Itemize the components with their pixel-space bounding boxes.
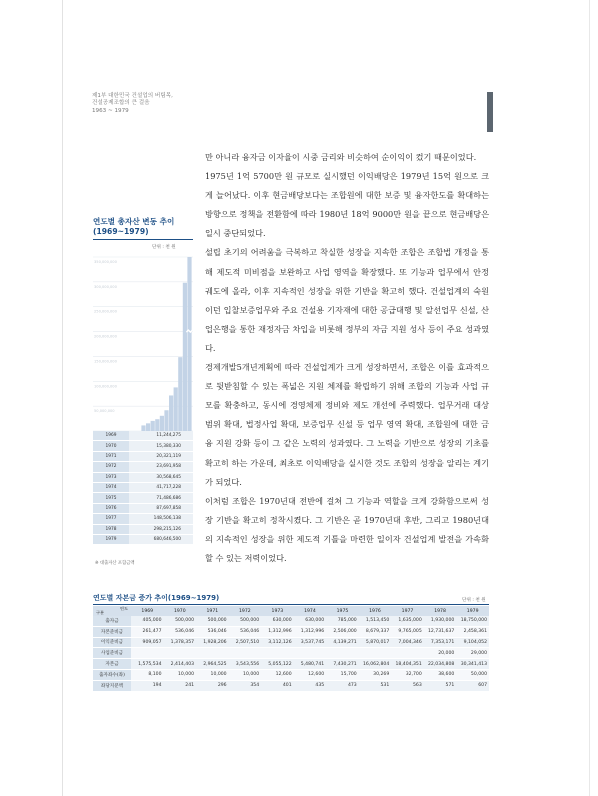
- table-row: [93, 462, 193, 472]
- table-cell: 563: [391, 680, 424, 691]
- header-line: 건설공제조합의 큰 걸음: [92, 100, 150, 107]
- table-cell: [294, 648, 327, 659]
- body-paragraph: 경제개발5개년계획에 따라 건설업계가 크게 성장하면서, 조합은 이를 효과적으로 뒷받침할 수 있는 폭넓은 지원 체제를 확립하기 위해 조합의 기능과 사업 규모를 확충하고, 동시에 경영체제 정비와 제도 개선에 주력했다. 업무거래 대상 범위 확대, 법정사업 확대, 보증업무 신설 등 업무 영역 확대, 조합원에 대한 금융 지원 강화 등이 그 같은 노력의 성과였다. 그 노력을 기반으로 성장의 기초를 확고히 하는 가운데, 최초로 이익배당을 실시한 것도 조합의 성장을 알리는 계기가 되었다.: [205, 362, 489, 487]
- table-cell: 571: [424, 680, 457, 691]
- table-cell: 15,700: [326, 669, 359, 680]
- bar-1978: [183, 283, 187, 431]
- bar-1974: [164, 410, 168, 431]
- margin-guide-line-right: [589, 0, 590, 796]
- table-cell: 194: [131, 680, 164, 691]
- table-cell: 1,635,000: [391, 616, 424, 626]
- year-header: 1977: [391, 606, 424, 616]
- year-cell: 1972: [93, 462, 129, 472]
- table-row: [93, 659, 489, 670]
- year-header: 1971: [196, 606, 229, 616]
- asset-value-cell: 298,215,126: [129, 524, 193, 534]
- row-header: 출자금: [93, 616, 131, 626]
- table-cell: 5,870,017: [359, 637, 392, 648]
- row-header: 출자좌수(좌): [93, 669, 131, 680]
- year-header: 1976: [359, 606, 392, 616]
- table-cell: 1,312,996: [294, 626, 327, 637]
- year-header: 1973: [261, 606, 294, 616]
- table-cell: 435: [294, 680, 327, 691]
- margin-guide-line: [62, 0, 63, 796]
- table-cell: 12,600: [261, 669, 294, 680]
- asset-value-cell: 23,691,958: [129, 462, 193, 472]
- table-cell: 8,100: [131, 669, 164, 680]
- capital-table-unit: 단위 : 천 원: [462, 598, 486, 603]
- table-cell: 500,000: [229, 616, 262, 626]
- body-text: [205, 148, 489, 568]
- table-cell: 10,000: [164, 669, 197, 680]
- year-header: 1978: [424, 606, 457, 616]
- table-cell: 536,046: [164, 626, 197, 637]
- asset-value-cell: 680,646,500: [129, 534, 193, 544]
- chart-unit-label: 단위 : 천 원: [152, 245, 176, 250]
- table-row: [93, 493, 193, 503]
- table-cell: [359, 648, 392, 659]
- table-header-row: [93, 606, 489, 616]
- y-tick-label: 300,000,000: [94, 284, 117, 289]
- year-cell: 1971: [93, 451, 129, 461]
- table-row: [93, 524, 193, 534]
- table-cell: 18,750,000: [456, 616, 489, 626]
- table-cell: 7,430,271: [326, 659, 359, 670]
- asset-value-cell: 41,717,228: [129, 482, 193, 492]
- year-cell: 1976: [93, 503, 129, 513]
- table-row: [93, 514, 193, 524]
- bar-1979: [187, 257, 191, 431]
- table-cell: 5,480,741: [294, 659, 327, 670]
- capital-table: [93, 606, 489, 692]
- running-header: [92, 93, 173, 115]
- table-cell: 354: [229, 680, 262, 691]
- table-cell: 10,000: [229, 669, 262, 680]
- table-cell: 531: [359, 680, 392, 691]
- year-header: 1979: [456, 606, 489, 616]
- chart-footnote: ※ 대출자산 포함금액: [95, 561, 135, 566]
- y-tick-label: 50,000,000: [94, 409, 115, 414]
- year-header: 1972: [229, 606, 262, 616]
- chart-title: [93, 217, 174, 237]
- table-cell: 405,000: [131, 616, 164, 626]
- asset-value-cell: 148,506,138: [129, 514, 193, 524]
- row-header: 좌당지분액: [93, 680, 131, 691]
- year-cell: 1977: [93, 514, 129, 524]
- table-cell: 5,055,122: [261, 659, 294, 670]
- table-cell: 1,513,450: [359, 616, 392, 626]
- table-cell: 3,112,126: [261, 637, 294, 648]
- table-cell: [261, 648, 294, 659]
- y-tick-label: 350,000,000: [94, 260, 117, 264]
- table-cell: [391, 648, 424, 659]
- table-cell: 7,353,171: [424, 637, 457, 648]
- bar-1977: [178, 357, 182, 431]
- table-cell: 20,000: [424, 648, 457, 659]
- table-cell: 9,765,005: [391, 626, 424, 637]
- table-cell: 2,414,403: [164, 659, 197, 670]
- asset-value-cell: 11,244,275: [129, 431, 193, 441]
- asset-value-cell: 20,321,119: [129, 451, 193, 461]
- asset-value-cell: 87,697,858: [129, 503, 193, 513]
- table-cell: 3,543,556: [229, 659, 262, 670]
- table-cell: 30,341,413: [456, 659, 489, 670]
- table-row: [93, 669, 489, 680]
- year-header: 1974: [294, 606, 327, 616]
- asset-data-table: [93, 431, 193, 545]
- year-cell: 1974: [93, 482, 129, 492]
- y-tick-label: 100,000,000: [94, 384, 117, 389]
- table-cell: [229, 648, 262, 659]
- table-cell: 2,506,000: [326, 626, 359, 637]
- table-cell: 1,575,534: [131, 659, 164, 670]
- bar-1971: [151, 421, 155, 431]
- table-cell: 401: [261, 680, 294, 691]
- body-paragraph: 1975년 1억 5700만 원 규모로 실시했던 이익배당은 1979년 15억 원으로 크게 늘어났다. 이후 현금배당보다는 조합원에 대한 보증 및 융자한도를 확대하는 방향으로 정책을 전환함에 따라 1980년 18억 9000만 원을 끝으로 현금배당은 일시 중단되었다.: [205, 171, 489, 239]
- table-row: [93, 648, 489, 659]
- year-cell: 1973: [93, 472, 129, 482]
- asset-value-cell: 30,568,645: [129, 472, 193, 482]
- table-cell: 1,312,996: [261, 626, 294, 637]
- table-cell: 2,964,525: [196, 659, 229, 670]
- bar-1972: [155, 419, 159, 431]
- chart-title-line2: (1969~1979): [93, 227, 149, 236]
- table-cell: 1,930,000: [424, 616, 457, 626]
- year-cell: 1969: [93, 431, 129, 441]
- table-cell: 22,034,808: [424, 659, 457, 670]
- table-cell: 536,046: [229, 626, 262, 637]
- table-cell: 3,537,745: [294, 637, 327, 648]
- table-row: [93, 626, 489, 637]
- table-cell: 500,000: [164, 616, 197, 626]
- table-cell: 1,378,357: [164, 637, 197, 648]
- table-cell: 32,700: [391, 669, 424, 680]
- table-row: [93, 503, 193, 513]
- table-row: [93, 534, 193, 544]
- table-cell: 785,000: [326, 616, 359, 626]
- table-cell: 536,046: [196, 626, 229, 637]
- bar-1970: [146, 423, 150, 431]
- row-header: 자본준비금: [93, 626, 131, 637]
- table-row: [93, 616, 489, 626]
- table-cell: 10,000: [196, 669, 229, 680]
- year-cell: 1970: [93, 441, 129, 451]
- table-row: [93, 441, 193, 451]
- corner-year-label: 연도: [119, 606, 128, 611]
- table-cell: 16,062,804: [359, 659, 392, 670]
- table-row: [93, 482, 193, 492]
- table-cell: [164, 648, 197, 659]
- body-paragraph: 만 아니라 융자금 이자율이 시중 금리와 비슷하여 순이익이 컸기 때문이었다.: [205, 152, 477, 162]
- asset-chart: [93, 253, 193, 431]
- table-cell: 9,104,052: [456, 637, 489, 648]
- table-cell: 38,600: [424, 669, 457, 680]
- header-line: 1963 ~ 1979: [92, 107, 129, 114]
- table-cell: 1,928,206: [196, 637, 229, 648]
- table-cell: 8,679,337: [359, 626, 392, 637]
- asset-chart-svg: [93, 253, 193, 431]
- table-row: [93, 680, 489, 691]
- table-cell: 30,269: [359, 669, 392, 680]
- chart-title-rule: [93, 239, 193, 240]
- chart-title-line1: 연도별 총자산 변동 추이: [93, 217, 175, 226]
- table-row: [93, 451, 193, 461]
- capital-table-title: 연도별 자본금 증가 추이(1969~1979): [93, 594, 220, 602]
- table-cell: 261,477: [131, 626, 164, 637]
- year-cell: 1978: [93, 524, 129, 534]
- table-cell: 12,600: [294, 669, 327, 680]
- table-cell: 29,000: [456, 648, 489, 659]
- table-cell: 18,404,351: [391, 659, 424, 670]
- table-row: [93, 637, 489, 648]
- header-line: 제1부 대한민국 건설업의 버팀목,: [92, 93, 173, 99]
- table-cell: 7,004,346: [391, 637, 424, 648]
- y-tick-label: 200,000,000: [94, 334, 117, 339]
- table-row: [93, 431, 193, 441]
- bar-1973: [160, 416, 164, 431]
- table-corner-cell: [93, 606, 131, 616]
- asset-value-cell: 71,486,686: [129, 493, 193, 503]
- asset-value-cell: 15,380,330: [129, 441, 193, 451]
- row-header: 사업준비금: [93, 648, 131, 659]
- row-header: 이익준비금: [93, 637, 131, 648]
- year-header: 1970: [164, 606, 197, 616]
- table-cell: 296: [196, 680, 229, 691]
- y-tick-label: 150,000,000: [94, 359, 117, 364]
- bar-1975: [169, 395, 173, 431]
- y-tick-label: 250,000,000: [94, 309, 117, 314]
- year-cell: 1975: [93, 493, 129, 503]
- table-cell: [326, 648, 359, 659]
- corner-category-label: 구분: [96, 610, 105, 615]
- table-cell: [131, 648, 164, 659]
- body-paragraph: 설립 초기의 어려움을 극복하고 착실한 성장을 지속한 조합은 조합법 개정을 통해 제도적 미비점을 보완하고 사업 영역을 확장했다. 또 기능과 업무에서 안정 궤도에 올라, 이후 지속적인 성장을 위한 기반을 확고히 했다. 건설업계의 숙원이던 입찰보증업무와 주요 건설용 기자재에 대한 공급대행 및 알선업무 신설, 산업은행을 통한 재정자금 차입을 비롯해 정부의 자금 지원 성사 등이 주요 성과였다.: [205, 247, 489, 353]
- table-cell: 241: [164, 680, 197, 691]
- table-cell: 2,458,361: [456, 626, 489, 637]
- table-cell: 50,000: [456, 669, 489, 680]
- year-cell: 1979: [93, 534, 129, 544]
- table-cell: 607: [456, 680, 489, 691]
- chapter-tab-marker: [487, 92, 493, 132]
- table-cell: 909,057: [131, 637, 164, 648]
- table-cell: 473: [326, 680, 359, 691]
- table-cell: 500,000: [196, 616, 229, 626]
- capital-table-rule: [93, 604, 489, 605]
- table-cell: 12,731,637: [424, 626, 457, 637]
- body-paragraph: 이처럼 조합은 1970년대 전반에 걸쳐 그 기능과 역할을 크게 강화함으로써 성장 기반을 확고히 정착시켰다. 그 기반은 곧 1970년대 후반, 그리고 1980년대의 지속적인 성장을 위한 제도적 기틀을 마련한 일이자 건설업계 발전을 가속화할 수 있는 저력이었다.: [205, 495, 489, 563]
- year-header: 1969: [131, 606, 164, 616]
- year-header: 1975: [326, 606, 359, 616]
- table-cell: [196, 648, 229, 659]
- table-cell: 4,139,271: [326, 637, 359, 648]
- table-cell: 2,507,510: [229, 637, 262, 648]
- table-cell: 630,000: [261, 616, 294, 626]
- bar-1976: [174, 387, 178, 431]
- table-cell: 630,000: [294, 616, 327, 626]
- table-row: [93, 472, 193, 482]
- row-header: 자본금: [93, 659, 131, 670]
